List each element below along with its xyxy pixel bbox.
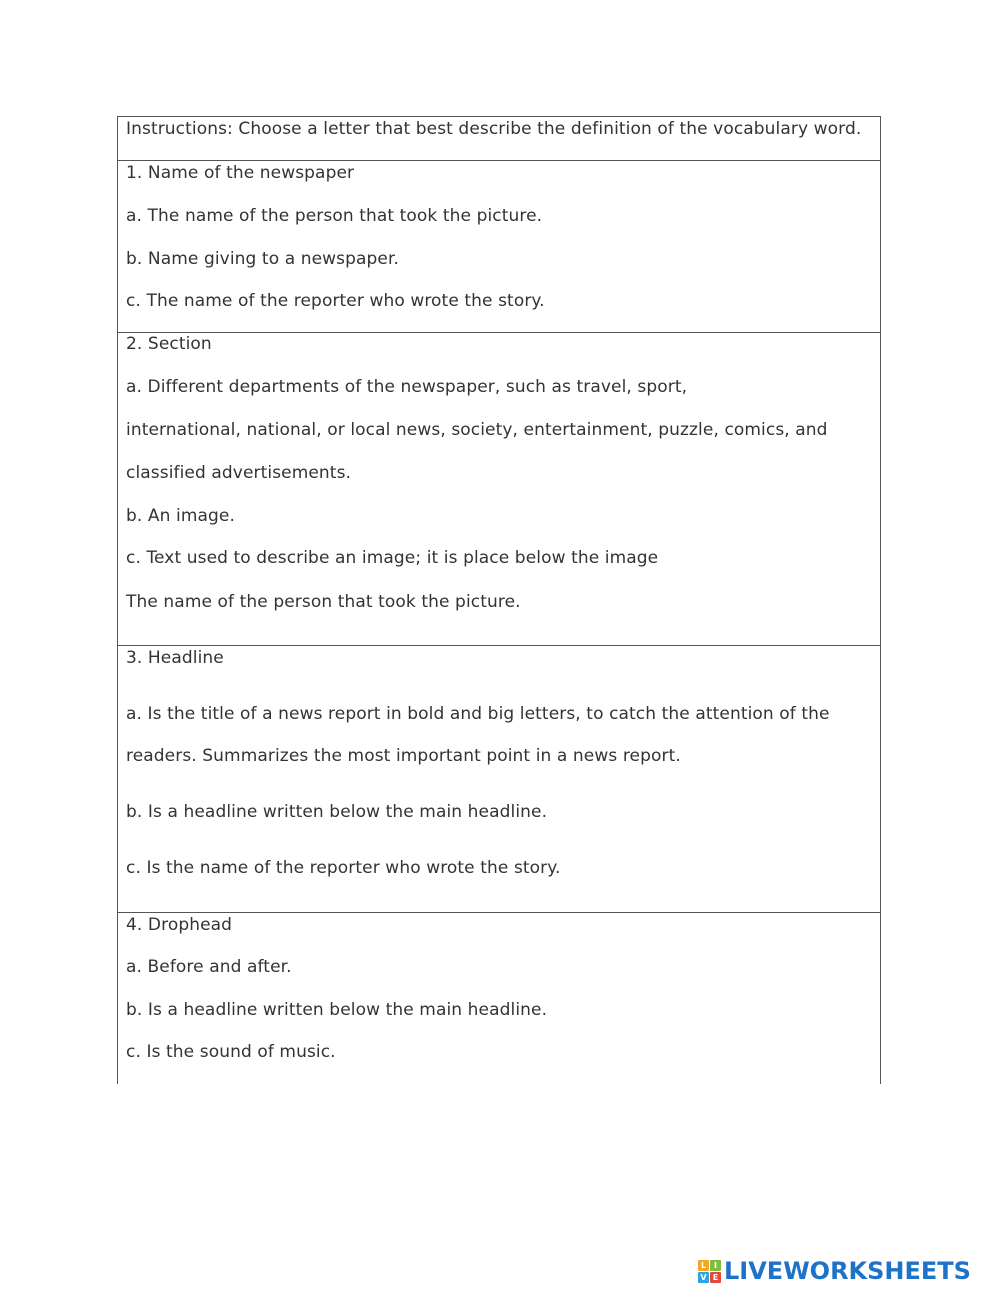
row-divider-1	[117, 160, 881, 161]
logo-block-l: L	[698, 1260, 709, 1271]
question-4-option-b: b. Is a headline written below the main headline.	[126, 1000, 548, 1020]
question-4-option-c: c. Is the sound of music.	[126, 1042, 336, 1062]
logo-text: LIVEWORKSHEETS	[724, 1257, 971, 1285]
liveworksheets-logo	[698, 1256, 971, 1286]
question-1-title: 1. Name of the newspaper	[126, 163, 355, 183]
question-3-title: 3. Headline	[126, 648, 224, 668]
question-1-option-c: c. The name of the reporter who wrote the story.	[126, 291, 545, 311]
question-3-option-a: a. Is the title of a news report in bold and big letters, to catch the attention of the	[126, 704, 830, 724]
question-4-title: 4. Drophead	[126, 915, 233, 935]
question-4-option-a: a. Before and after.	[126, 957, 292, 977]
question-1-option-a: a. The name of the person that took the picture.	[126, 206, 543, 226]
logo-block-e: E	[710, 1272, 721, 1283]
question-2-option-b: b. An image.	[126, 506, 235, 526]
question-2-option-a-cont-1: international, national, or local news, society, entertainment, puzzle, comics, and	[126, 420, 828, 440]
table-border-top	[117, 116, 881, 117]
question-2-option-a-cont-2: classified advertisements.	[126, 463, 352, 483]
table-border-left	[117, 116, 118, 1084]
table-border-right	[880, 116, 881, 1084]
question-3-option-a-cont: readers. Summarizes the most important point in a news report.	[126, 746, 681, 766]
question-2-title: 2. Section	[126, 334, 212, 354]
row-divider-3	[117, 645, 881, 646]
question-3-option-b: b. Is a headline written below the main headline.	[126, 802, 548, 822]
question-2-extra-line: The name of the person that took the picture.	[126, 592, 521, 612]
question-1-option-b: b. Name giving to a newspaper.	[126, 249, 399, 269]
question-3-option-c: c. Is the name of the reporter who wrote the story.	[126, 858, 561, 878]
row-divider-2	[117, 332, 881, 333]
logo-block-v: V	[698, 1272, 709, 1283]
question-2-option-c: c. Text used to describe an image; it is place below the image	[126, 548, 659, 568]
logo-blocks-icon	[698, 1260, 721, 1283]
instructions-text: Instructions: Choose a letter that best describe the definition of the vocabulary word.	[126, 119, 862, 139]
row-divider-4	[117, 912, 881, 913]
question-2-option-a: a. Different departments of the newspaper, such as travel, sport,	[126, 377, 688, 397]
logo-block-i: I	[710, 1260, 721, 1271]
